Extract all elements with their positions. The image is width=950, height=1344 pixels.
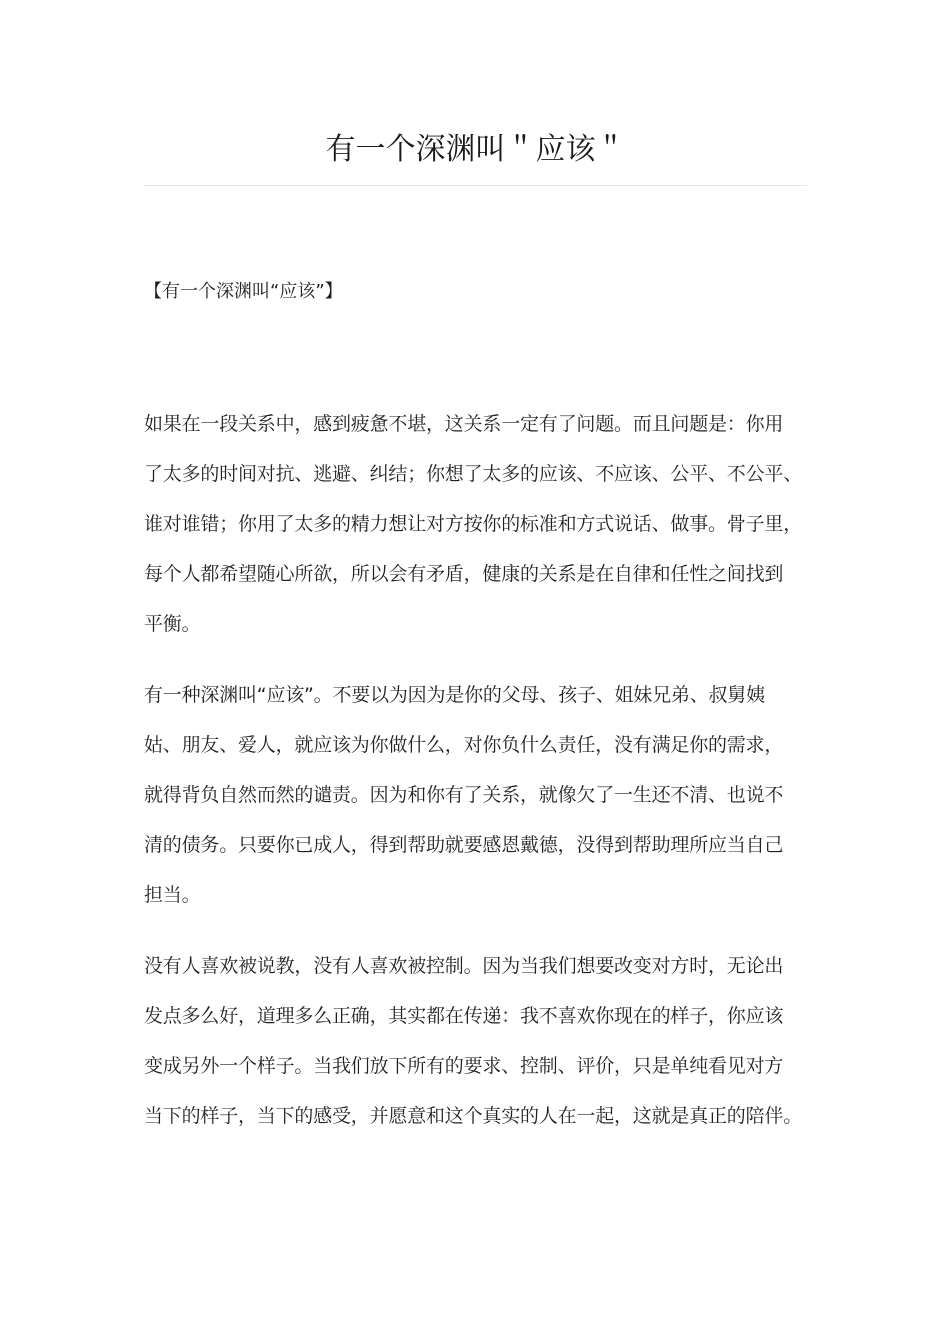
text-line: 就得背负自然而然的谴责。因为和你有了关系，就像欠了一生还不清、也说不	[144, 784, 784, 806]
text-line: 了太多的时间对抗、逃避、纠结；你想了太多的应该、不应该、公平、不公平、	[144, 463, 803, 485]
text-line: 如果在一段关系中，感到疲惫不堪，这关系一定有了问题。而且问题是：你用	[144, 413, 784, 435]
section-heading: 【有一个深渊叫“应该”】	[144, 281, 343, 302]
page-title: 有一个深渊叫＂应该＂	[325, 132, 626, 167]
text-line: 每个人都希望随心所欲，所以会有矛盾，健康的关系是在自律和任性之间找到	[144, 563, 784, 585]
paragraph-1	[144, 399, 807, 649]
paragraph-3	[144, 941, 807, 1141]
text-line: 担当。	[144, 884, 201, 906]
text-line: 清的债务。只要你已成人，得到帮助就要感恩戴德，没得到帮助理所应当自己	[144, 834, 784, 856]
text-line: 有一种深渊叫“应该”。不要以为因为是你的父母、孩子、姐妹兄弟、叔舅姨	[144, 684, 765, 706]
text-line: 没有人喜欢被说教，没有人喜欢被控制。因为当我们想要改变对方时，无论出	[144, 955, 784, 977]
document-page	[144, 0, 807, 1162]
text-line: 姑、朋友、爱人，就应该为你做什么，对你负什么责任，没有满足你的需求，	[144, 734, 784, 756]
article-body	[144, 399, 807, 1141]
text-line: 平衡。	[144, 613, 201, 635]
paragraph-2	[144, 670, 807, 920]
text-line: 当下的样子，当下的感受，并愿意和这个真实的人在一起，这就是真正的陪伴。	[144, 1105, 803, 1127]
text-line: 谁对谁错；你用了太多的精力想让对方按你的标准和方式说话、做事。骨子里，	[144, 513, 803, 535]
title-divider	[144, 185, 807, 186]
text-line: 发点多么好，道理多么正确，其实都在传递：我不喜欢你现在的样子，你应该	[144, 1005, 784, 1027]
text-line: 变成另外一个样子。当我们放下所有的要求、控制、评价，只是单纯看见对方	[144, 1055, 784, 1077]
